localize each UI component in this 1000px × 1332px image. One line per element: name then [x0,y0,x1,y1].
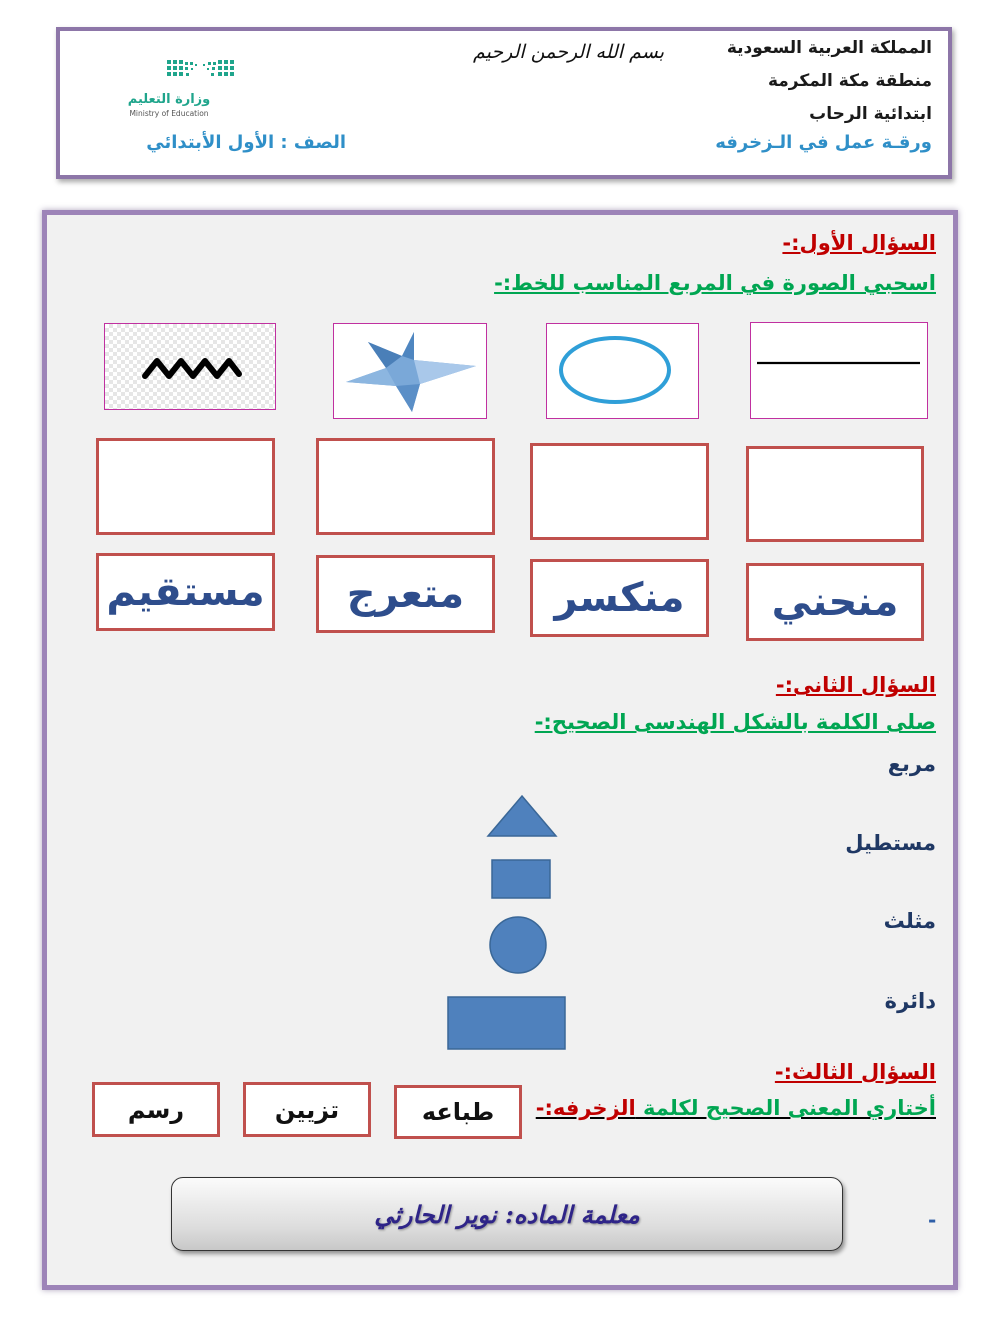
draggable-zigzag[interactable] [104,323,276,410]
label-box-straight [96,553,275,631]
teacher-signature-box [171,1177,843,1251]
word-rectangle[interactable]: مستطيل [845,831,936,855]
label-broken: منكسر [554,575,685,621]
label-straight: مستقيم [106,569,265,615]
circle-shape-icon[interactable] [490,917,546,973]
option-printing-label: طباعه [421,1098,495,1126]
label-box-broken [530,559,709,637]
question3-instruction-prefix: أختاري المعنى الصحيح لكلمة [643,1096,936,1120]
rectangle-shape-icon[interactable] [448,997,565,1049]
label-curved: منحني [771,579,899,625]
zigzag-line-image-icon [105,324,274,408]
question3-instruction [536,1096,936,1120]
footer-dash: - [928,1208,937,1232]
draggable-straight-line[interactable] [750,322,928,419]
basmala: بسم الله الرحمن الرحيم [473,41,664,63]
question1-instruction: اسحبي الصورة في المربع المناسب للخط:- [494,271,936,295]
square-shape-icon[interactable] [492,860,550,898]
triangle-shape-icon[interactable] [488,796,556,836]
worksheet-title: ورقـة عمل في الـزخرفه [715,132,932,153]
word-circle[interactable]: دائرة [884,989,936,1013]
option-button-printing[interactable] [394,1085,522,1139]
draggable-star[interactable] [333,323,487,419]
label-box-zigzag [316,555,495,633]
region-name: منطقة مكة المكرمة [767,71,932,91]
question3-instruction-highlight: الزخرفه:- [535,1096,636,1120]
ministry-of-education-logo-icon [85,46,287,132]
question1-title: السؤال الأول:- [782,231,936,255]
question3-title: السؤال الثالث:- [774,1060,936,1084]
question2-title: السؤال الثانى:- [775,673,936,697]
option-button-drawing[interactable] [92,1082,220,1137]
label-zigzag: متعرج [346,571,465,617]
school-name: ابتدائية الرحاب [809,104,932,124]
option-decoration-label: تزيين [274,1095,340,1124]
straight-line-image-icon [751,323,926,417]
grade-label: الصف : الأول الأبتدائي [146,132,346,153]
teacher-name: معلمة الماده: نوير الحارثي [374,1199,640,1229]
word-square[interactable]: مربع [887,752,936,776]
drop-box-zigzag[interactable] [316,438,495,535]
drop-box-curved[interactable] [746,446,924,542]
kingdom-name: المملكة العربية السعودية [726,38,932,58]
ellipse-image-icon [547,324,697,417]
ministry-english-text: Ministry of Education [129,109,209,118]
geometric-shapes [440,790,575,1060]
ministry-logo [85,46,287,132]
star-image-icon [334,324,485,417]
drop-box-broken[interactable] [530,443,709,540]
question2-instruction: صلى الكلمة بالشكل الهندسى الصحيح:- [534,710,936,734]
ministry-arabic-text: وزارة التعليم [127,92,211,107]
label-box-curved [746,563,924,641]
drop-box-straight[interactable] [96,438,275,535]
option-button-decoration[interactable] [243,1082,371,1137]
option-drawing-label: رسم [127,1095,185,1124]
word-triangle[interactable]: مثلث [883,909,936,933]
draggable-ellipse[interactable] [546,323,699,419]
